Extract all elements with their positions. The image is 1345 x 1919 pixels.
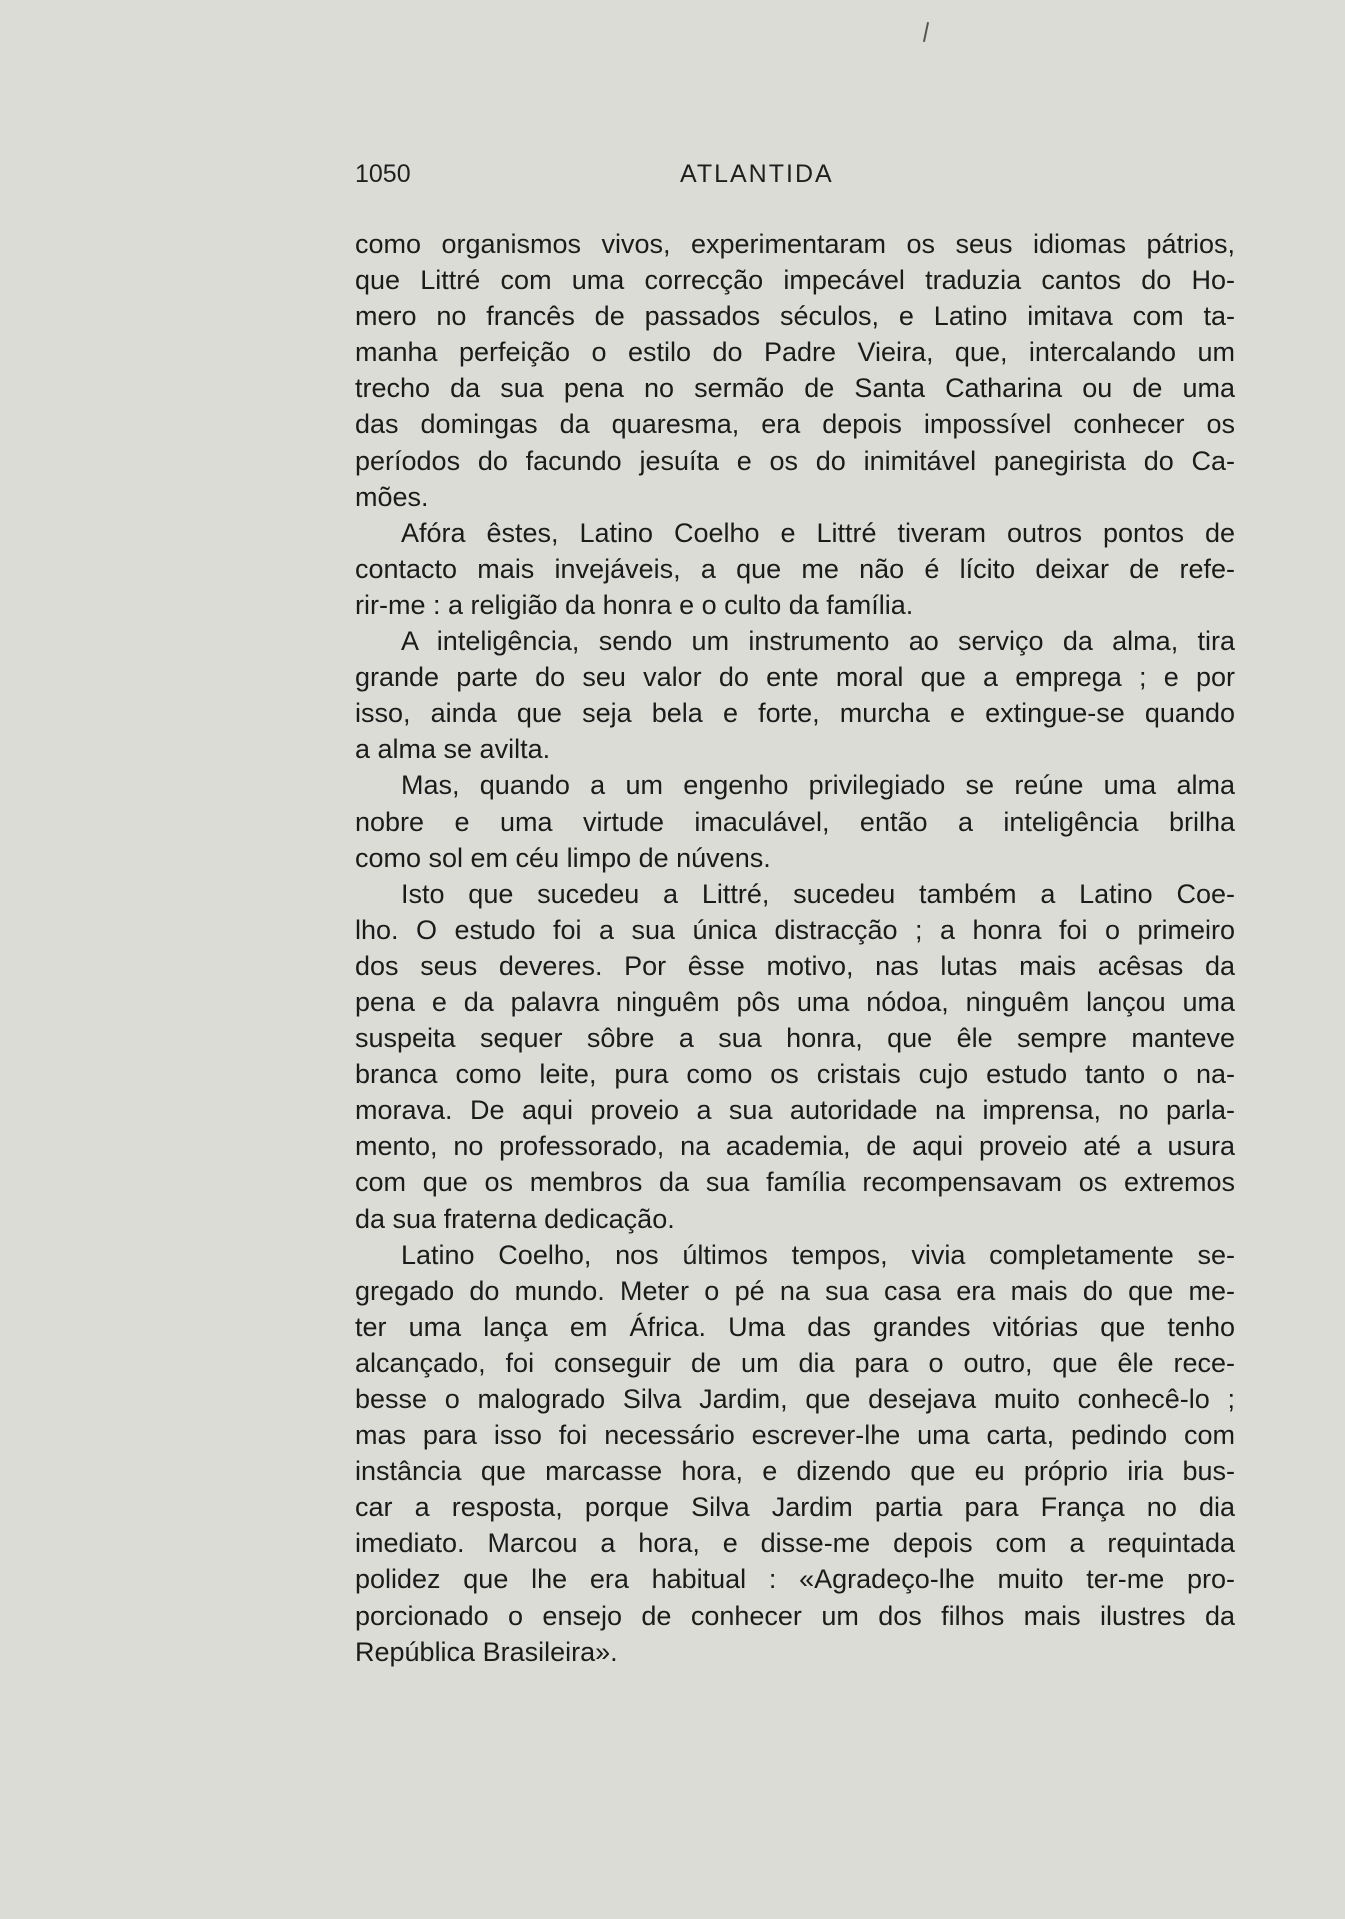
text-line: mões. <box>355 481 429 512</box>
text-line: a alma se avilta. <box>355 734 551 765</box>
text-line: da sua fraterna dedicação. <box>355 1203 675 1234</box>
text-line: gregado do mundo. Meter o pé na sua casa era mais do que me- <box>355 1275 1235 1306</box>
text-line: lho. O estudo foi a sua única distracção ; a honra foi o primeiro <box>355 914 1235 945</box>
text-line: besse o malogrado Silva Jardim, que desejava muito conhecê-lo ; <box>355 1384 1235 1414</box>
text-line: rir-me : a religião da honra e o culto da família. <box>355 589 914 620</box>
text-line: isso, ainda que seja bela e forte, murcha e extingue-se quando <box>355 698 1235 729</box>
text-line: das domingas da quaresma, era depois impossível conhecer os <box>355 409 1235 440</box>
text-line: dos seus deveres. Por êsse motivo, nas lutas mais acêsas da <box>355 950 1235 981</box>
margin-pencil-mark <box>923 22 929 42</box>
text-line: nobre e uma virtude imaculável, então a inteligência brilha <box>355 806 1235 837</box>
text-line: República Brasileira». <box>355 1636 618 1667</box>
text-line: branca como leite, pura como os cristais cujo estudo tanto o na- <box>355 1059 1235 1090</box>
text-line: Isto que sucedeu a Littré, sucedeu também a Latino Coe- <box>401 878 1235 909</box>
text-line: Latino Coelho, nos últimos tempos, vivia completamente se- <box>401 1239 1235 1270</box>
text-line: períodos do facundo jesuíta e os do inimitável panegirista do Ca- <box>355 445 1235 476</box>
text-line: trecho da sua pena no sermão de Santa Catharina ou de uma <box>355 373 1235 404</box>
text-line: instância que marcasse hora, e dizendo que eu próprio iria bus- <box>355 1456 1235 1487</box>
text-line: que Littré com uma correcção impecável traduzia cantos do Ho- <box>355 265 1235 296</box>
running-title: ATLANTIDA <box>680 160 834 188</box>
text-line: alcançado, foi conseguir de um dia para o outro, que êle rece- <box>355 1347 1235 1378</box>
page-header <box>355 160 1235 200</box>
body-text <box>355 226 1235 1670</box>
text-line: ter uma lança em África. Uma das grandes vitórias que tenho <box>355 1311 1235 1342</box>
text-line: Afóra êstes, Latino Coelho e Littré tiveram outros pontos de <box>401 517 1235 548</box>
text-line: porcionado o ensejo de conhecer um dos filhos mais ilustres da <box>355 1600 1235 1631</box>
text-line: como organismos vivos, experimentaram os seus idiomas pátrios, <box>355 229 1235 259</box>
text-line: como sol em céu limpo de núvens. <box>355 842 771 873</box>
text-line: A inteligência, sendo um instrumento ao serviço da alma, tira <box>401 626 1235 657</box>
text-line: polidez que lhe era habitual : «Agradeço-lhe muito ter-me pro- <box>355 1564 1235 1595</box>
text-line: grande parte do seu valor do ente moral que a emprega ; e por <box>355 662 1235 693</box>
text-line: mero no francês de passados séculos, e Latino imitava com ta- <box>355 301 1235 332</box>
text-line: mento, no professorado, na academia, de aqui proveio até a usura <box>355 1131 1235 1162</box>
text-line: suspeita sequer sôbre a sua honra, que êle sempre manteve <box>355 1023 1235 1054</box>
text-line: pena e da palavra ninguêm pôs uma nódoa, ninguêm lançou uma <box>355 986 1235 1017</box>
page-number: 1050 <box>355 160 411 188</box>
text-line: imediato. Marcou a hora, e disse-me depois com a requintada <box>355 1528 1235 1559</box>
text-line: manha perfeição o estilo do Padre Vieira, que, intercalando um <box>355 337 1235 368</box>
text-line: morava. De aqui proveio a sua autoridade na imprensa, no parla- <box>355 1095 1235 1126</box>
text-line: car a resposta, porque Silva Jardim partia para França no dia <box>355 1492 1235 1523</box>
text-line: mas para isso foi necessário escrever-lhe uma carta, pedindo com <box>355 1420 1235 1451</box>
text-line: contacto mais invejáveis, a que me não é lícito deixar de refe- <box>355 553 1235 584</box>
text-line: com que os membros da sua família recompensavam os extremos <box>355 1167 1235 1198</box>
text-line: Mas, quando a um engenho privilegiado se reúne uma alma <box>401 770 1235 801</box>
